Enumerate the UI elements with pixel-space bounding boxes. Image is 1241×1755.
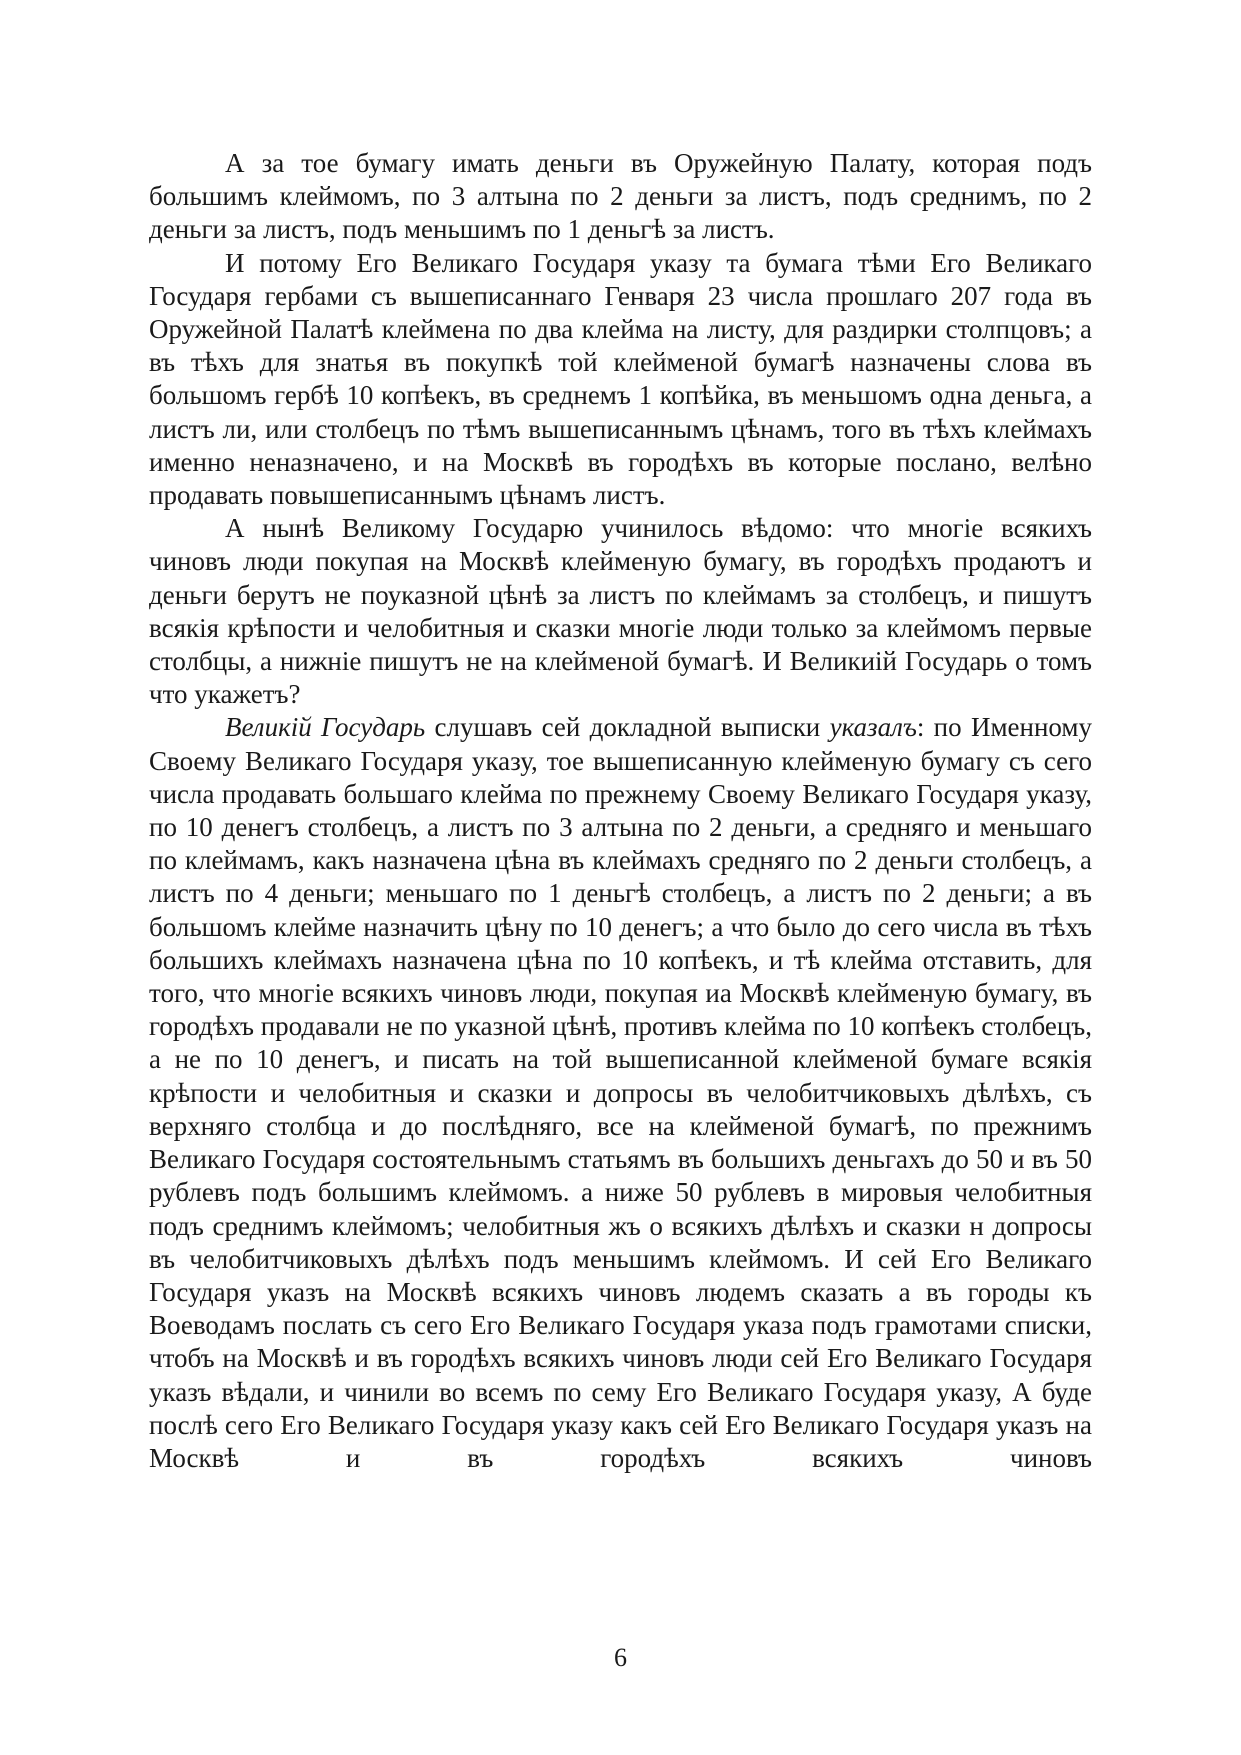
paragraph-1: А за тое бумагу имать деньги въ Оружейную Палату, которая подъ большимъ клеймомъ, по 3 алтына по 2 деньги за листъ, подъ среднимъ, по 2 деньги за листъ, подъ меньшимъ по 1 деньгѣ за листъ. <box>149 148 1092 245</box>
paragraph-4 <box>149 711 1092 1475</box>
paragraph-3: А нынѣ Великому Государю учинилось вѣдомо: что многіе всякихъ чиновъ люди покупая на Москвѣ клейменую бумагу, въ городѣхъ продаютъ и деньги берутъ не поуказной цѣнѣ за листъ по клеймамъ за столбецъ, и пишутъ всякія крѣпости и челобитныя и сказки многіе люди только за клеймомъ первые столбцы, а нижніе пишутъ не на клейменой бумагѣ. И Великиій Государь о томъ что укажетъ? <box>149 513 1092 710</box>
paragraph-4-italic-lead: Великій Государь <box>225 712 426 743</box>
page-number: 6 <box>614 1643 627 1672</box>
body-text <box>149 147 1092 1475</box>
paragraph-2: И потому Его Великаго Государя указу та бумага тѣми Его Великаго Государя гербами съ вышеписаннаго Генваря 23 числа прошлаго 207 года въ Оружейной Палатѣ клеймена по два клейма на листу, для раздирки столпцовъ; а въ тѣхъ для знатья въ покупкѣ той клейменой бумагѣ назначены слова въ большомъ гербѣ 10 копѣекъ, въ среднемъ 1 копѣйка, въ меньшомъ одна деньга, а листъ ли, или столбецъ по тѣмъ вышеписаннымъ цѣнамъ, того въ тѣхъ клеймахъ именно неназначено, и на Москвѣ въ городѣхъ въ которые послано, велѣно продавать повышеписаннымъ цѣнамъ листъ. <box>149 247 1092 511</box>
paragraph-4-text-a: слушавъ сей докладной выписки <box>425 712 830 743</box>
paragraph-4-text-b: : по Именному Своему Великаго Государя указу, тое вышеписанную клейменую бумагу съ сего числа продавать большаго клейма по прежнему Своему Великаго Государя указу, по 10 денегъ столбецъ, а листъ по 3 алтына по 2 деньги, а средняго и меньшаго по клеймамъ, какъ назначена цѣна въ клеймахъ средняго по 2 деньги столбецъ, а листъ по 4 деньги; меньшаго по 1 деньгѣ столбецъ, а листъ по 2 деньги; а въ большомъ клейме назначить цѣну по 10 денегъ; а что было до сего числа въ тѣхъ большихъ клеймахъ назначена цѣна по 10 копѣекъ, и тѣ клейма отставить, для того, что многіе всякихъ чиновъ люди, покупая иа Москвѣ клейменую бумагу, въ городѣхъ продавали не по указной цѣнѣ, противъ клейма по 10 копѣекъ столбецъ, а не по 10 денегъ, и писать на той вышеписанной клейменой бумаге всякія крѣпости и челобитныя и сказки и допросы въ челобитчиковыхъ дѣлѣхъ, съ верхняго столбца и до послѣдняго, все на клейменой бумагѣ, по прежнимъ Великаго Государя состоятельнымъ статьямъ въ большихъ деньгахъ до 50 и въ 50 рублевъ подъ большимъ клеймомъ. а ниже 50 рублевъ в мировыя челобитныя подъ среднимъ клеймомъ; челобитныя жъ о всякихъ дѣлѣхъ и сказки н допросы въ челобитчиковыхъ дѣлѣхъ подъ меньшимъ клеймомъ. И сей Его Великаго Государя указъ на Москвѣ всякихъ чиновъ людемъ сказать а въ городы къ Воеводамъ послать съ сего Его Великаго Государя указа подъ грамотами списки, чтобъ на Москвѣ и въ городѣхъ всякихъ чиновъ люди сей Его Великаго Государя указъ вѣдали, и чинили во всемъ по сему Его Великаго Государя указу, А буде послѣ сего Его Великаго Государя указу какъ сей Его Великаго Государя указъ на Москвѣ и въ городѣхъ всякихъ чиновъ <box>149 712 1092 1473</box>
paragraph-4-italic-mid: указалъ <box>829 712 917 743</box>
